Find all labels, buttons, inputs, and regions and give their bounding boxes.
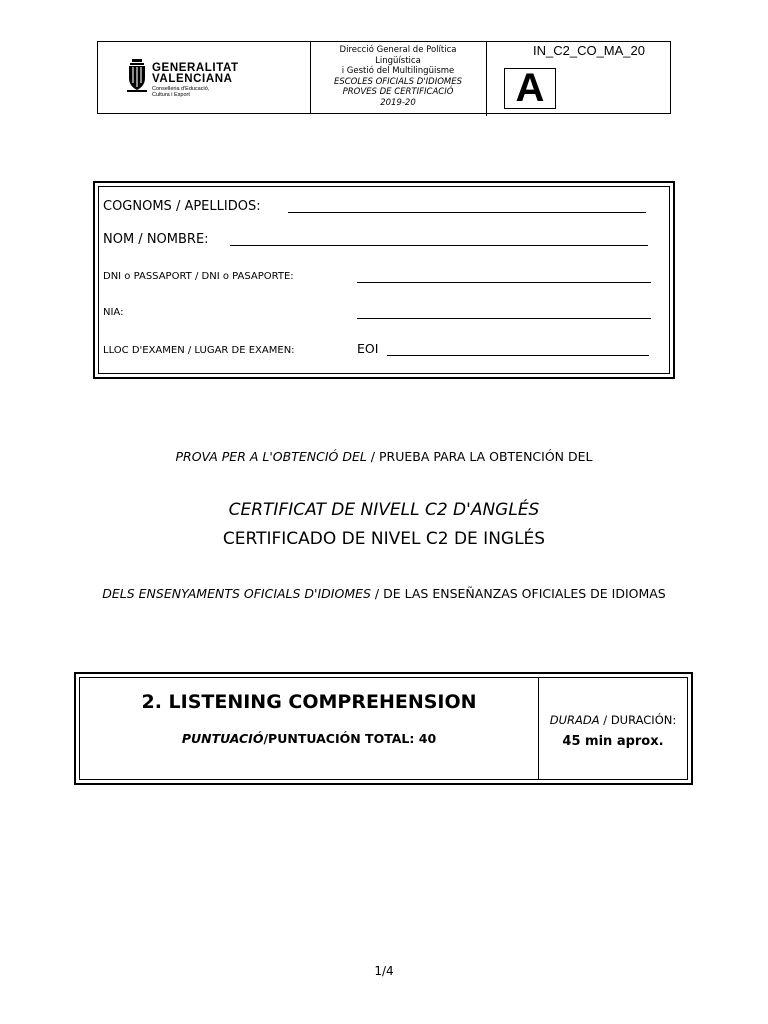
section-title: 2. LISTENING COMPREHENSION (141, 691, 477, 713)
teachings-catalan: DELS ENSENYAMENTS OFICIALS D'IDIOMES (102, 586, 371, 601)
section-info-cell (80, 678, 539, 779)
certificate-title-spanish: CERTIFICADO DE NIVEL C2 DE INGLÉS (222, 529, 546, 549)
logo-sub-line2: Cultura i Esport (152, 92, 190, 98)
id-field[interactable] (357, 282, 651, 283)
direction-line6: 2019-20 (380, 97, 416, 108)
duration-catalan: DURADA (549, 713, 600, 727)
certificate-title-catalan: CERTIFICAT DE NIVELL C2 D'ANGLÉS (228, 500, 540, 520)
duration-separator: / (599, 713, 611, 727)
header-logo-cell (98, 42, 311, 113)
duration-value: 45 min aprox. (562, 734, 664, 749)
id-label: DNI o PASSAPORT / DNI o PASAPORTE: (103, 271, 294, 282)
name-label: NOM / NOMBRE: (103, 232, 209, 247)
header-code-cell (487, 42, 670, 113)
section-score (80, 731, 538, 746)
exam-intro-line (0, 449, 768, 464)
logo-sub-line1: Conselleria d'Educació, (152, 86, 210, 92)
direction-line2: Lingüística (375, 55, 421, 66)
teachings-line (0, 586, 768, 601)
section-box (74, 672, 693, 785)
nia-field[interactable] (357, 318, 651, 319)
logo-name-line1: GENERALITAT (152, 62, 239, 74)
surname-field[interactable] (288, 212, 646, 213)
exam-place-field[interactable] (387, 355, 649, 356)
intro-spanish: PRUEBA PARA LA OBTENCIÓN DEL (378, 449, 593, 464)
direction-line3: i Gestió del Multilingüisme (341, 66, 455, 76)
exam-place-label: LLOC D'EXAMEN / LUGAR DE EXAMEN: (103, 345, 295, 356)
direction-line5: PROVES DE CERTIFICACIÓ (342, 87, 454, 97)
section-box-inner (79, 677, 688, 780)
logo-name-line2: VALENCIANA (152, 73, 233, 85)
header-direction-cell (310, 42, 487, 116)
page-number: 1/4 (374, 964, 394, 978)
surname-label: COGNOMS / APELLIDOS: (103, 199, 261, 214)
direction-line1: Direcció General de Política (339, 45, 457, 55)
exam-place-prefix: EOI (357, 341, 379, 356)
section-duration-cell (539, 678, 687, 779)
model-letter-box (504, 68, 556, 109)
exam-code: IN_C2_CO_MA_20 (533, 43, 645, 58)
duration-spanish: DURACIÓN: (610, 713, 677, 727)
score-separator: / (263, 731, 269, 746)
score-catalan: PUNTUACIÓ (181, 731, 264, 746)
duration-label (539, 713, 687, 727)
model-letter: A (515, 66, 545, 110)
document-header (97, 41, 671, 114)
name-field[interactable] (230, 245, 648, 246)
teachings-spanish: DE LAS ENSEÑANZAS OFICIALES DE IDIOMAS (383, 586, 666, 601)
direction-line4: ESCOLES OFICIALS D'IDIOMES (333, 76, 462, 87)
teachings-separator: / (370, 586, 384, 601)
coat-of-arms-icon (126, 59, 148, 93)
intro-catalan: PROVA PER A L'OBTENCIÓ DEL (175, 449, 367, 464)
logo-name (152, 63, 239, 85)
nia-label: NIA: (103, 307, 124, 318)
logo-department (152, 86, 209, 98)
candidate-form (93, 181, 675, 379)
score-spanish: PUNTUACIÓN TOTAL: 40 (268, 731, 437, 746)
intro-separator: / (366, 449, 379, 464)
generalitat-logo (126, 59, 296, 99)
